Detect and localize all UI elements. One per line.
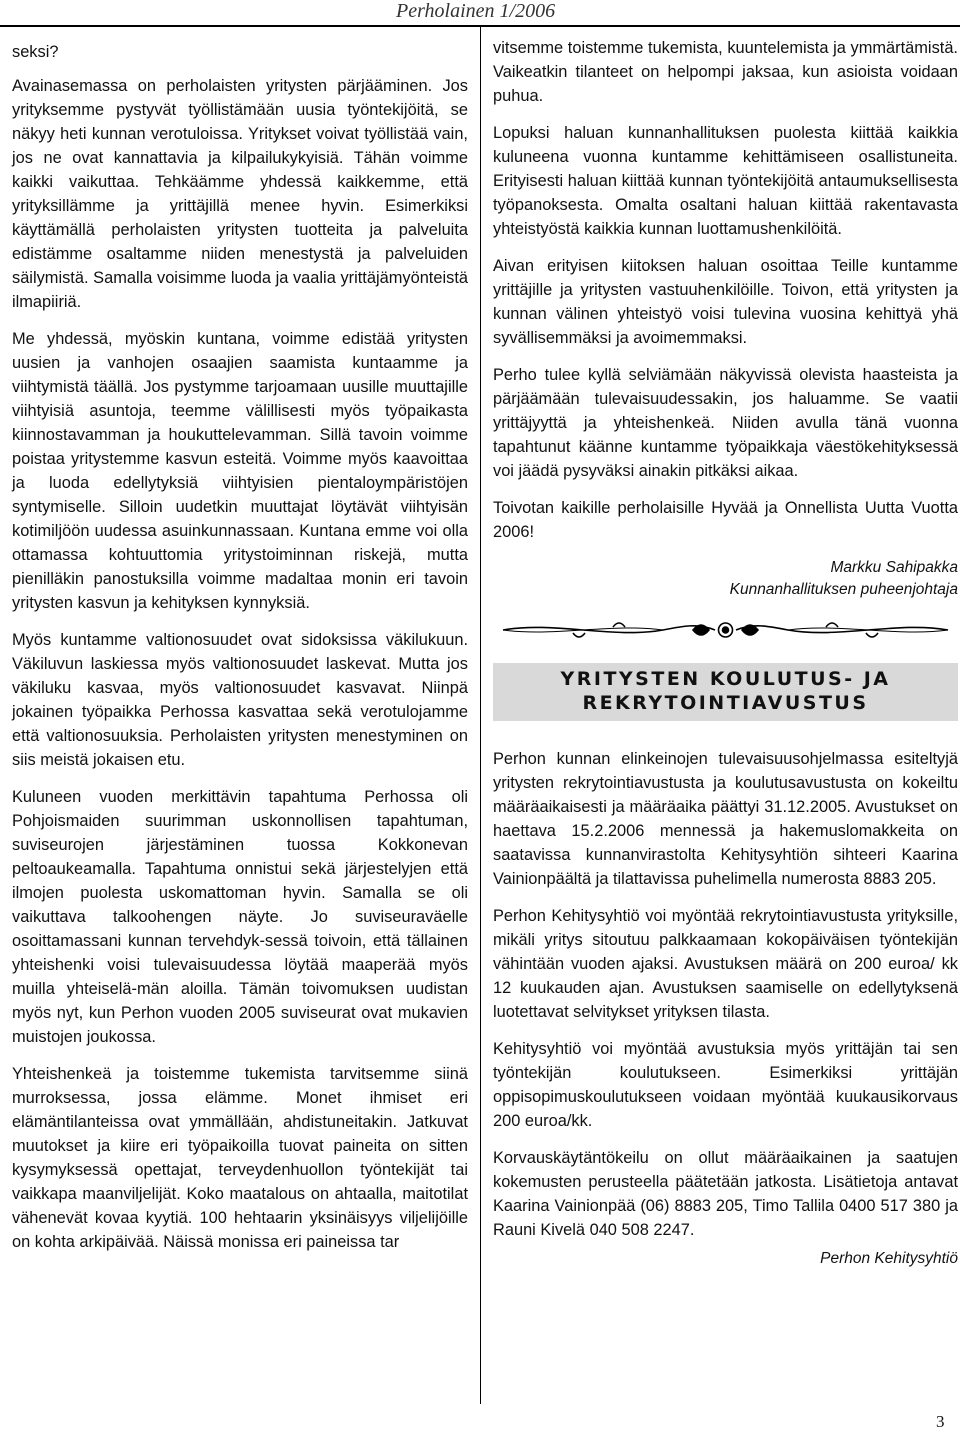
paragraph: Perhon Kehitysyhtiö voi myöntää rekrytointiavustusta yrityksille, mikäli yritys sitoutuu palkkaamaan kokopäiväisen työntekijän vähintään vuoden ajaksi. Avustuksen määrä on 200 euroa/ kk 12 kuukauden ajan. Avustuksen saamiselle on edellytyksenä luotettavat selvitykset yrityksen tilasta. bbox=[493, 907, 958, 1021]
page-number: 3 bbox=[936, 1412, 945, 1431]
paragraph: Korvauskäytäntökeilu on ollut määräaikainen ja saatujen kokemusten perusteella päätetään jatkosta. Lisätietoja antavat Kaarina Vainionpää (06) 8883 205, Timo Tallila 0400 517 380 ja Rauni Kivelä 040 508 2247. bbox=[493, 1149, 958, 1239]
signature-title: Kunnanhallituksen puheenjohtaja bbox=[729, 581, 958, 598]
paragraph: Me yhdessä, myöskin kuntana, voimme edistää yritysten uusien ja vanhojen osaajien saamista kuntaamme ja viihtymistä täällä. Jos pystymme tarjoamaan uusille muuttajille viihtyisiä asuntoja, teemme välillisesti myös työpaikasta kiinnostavamman ja houkuttelevamman. Sillä tavoin voimme poistaa yritystemme kasvun esteitä. Voimme myös kaavoittaa ja luoda edellytyksiä viihtyisien pientaloympäristöjen syntymiselle. Silloin uudetkin muuttajat löytävät viihtyisän kotimiljöön uudessa asuinkunnassaan. Kuntana emme voi olla ottamassa kohtuuttomia yritystoiminnan riskejä, mutta pienilläkin panostuksilla voimme madaltaa monin eri tavoin yritysten kasvun ja kehityksen kynnyksiä. bbox=[12, 330, 468, 612]
paragraph: Lopuksi haluan kunnanhallituksen puolesta kiittää kaikkia kuluneena vuonna kuntamme kehittämiseen osallistuneita. Erityisesti haluan kiittää kunnan työntekijöitä antaumuksellisesta työpanoksesta. Omalta osaltani haluan kiittää rakentavasta yhteistyöstä kaikkia kunnan luottamushenkilöitä. bbox=[493, 124, 958, 238]
publication-title: Perholainen 1/2006 bbox=[396, 0, 556, 22]
section-heading bbox=[493, 663, 958, 721]
signature-block bbox=[493, 557, 958, 601]
paragraph: seksi? bbox=[12, 43, 59, 61]
paragraph: Perho tulee kyllä selviämään näkyvissä olevista haasteista ja pärjäämään tulevaisuudessakin, jos haluamme. Se vaatii yrittäjyyttä ja yhteishenkeä. Niiden avulla tänä vuonna tapahtunut käänne kuntamme työpaikkaja väestökehityksessä voi jäädä pysyväksi ainakin pitkäksi aikaa. bbox=[493, 366, 958, 480]
paragraph: Myös kuntamme valtionosuudet ovat sidoksissa väkilukuun. Väkiluvun laskiessa myös valtionosuudet laskevat. Mutta jos väkiluku kasvaa, myös valtionosuudet kasvavat. Niinpä jokainen työpaikka Perhossa kasvattaa sekä verotulojamme että valtionosuuksia. Perholaisten yritysten menestyminen on siis meistä jokaisen etu. bbox=[12, 631, 468, 769]
article-signature: Perhon Kehitysyhtiö bbox=[820, 1250, 958, 1267]
paragraph: Aivan erityisen kiitoksen haluan osoittaa Teille kuntamme yrittäjille ja yritysten vastuuhenkilöille. Toivon, että yritysten ja kunnan välinen yhteistyö voisi tulevina vuosina kehittyä yhä syvällisemmäksi ja avoimemmaksi. bbox=[493, 257, 958, 347]
column-divider bbox=[480, 26, 481, 1404]
heading-line: REKRYTOINTIAVUSTUS bbox=[582, 692, 869, 714]
paragraph: Yhteishenkeä ja toistemme tukemista tarvitsemme siinä murroksessa, jossa elämme. Monet ihmiset eri elämäntilanteissa ovat ymmällään, ahdistuneitakin. Jatkuvat muutokset ja kiire eri työpaikoilla tuovat paineita on sitten kysymyksessä opettajat, terveydenhuollon työntekijät tai vaikkapa maanviljelijät. Koko maatalous on ahtaalla, maitotilat vähenevät kovaa kyytiä. 100 hehtaarin yksinäisyys viljelijöille on kohta arkipäivää. Näissä monissa eri paineissa tar bbox=[12, 1065, 468, 1251]
paragraph: Kuluneen vuoden merkittävin tapahtuma Perhossa oli Pohjoismaiden suurimman uskonnollisen tapahtuman, suviseurojen järjestäminen tuossa Kokkonevan peltoaukeamalla. Tapahtuma onnistui sekä järjestelyjen että ilmojen puolesta uskomattoman hyvin. Samalla se oli vaikuttava talkoohengen näyte. Jo suviseuraväelle osoittamassani kunnan tervehdyk-sessä toivoin, että tällainen yhteishenki voisi tulevaisuudessa löytää maaperää myös muilla yhteiselä-män aloilla. Tämän toivomuksen uudistan myös nyt, kun Perhon vuoden 2005 suviseurat ovat mukavien muistojen joukossa. bbox=[12, 788, 468, 1046]
left-column bbox=[12, 40, 468, 1267]
right-column bbox=[493, 36, 958, 1284]
paragraph: Perhon kunnan elinkeinojen tulevaisuusohjelmassa esiteltyjä yritysten rekrytointiavustusta ja koulutusavustusta on kokeiltu määräaikaisesti ja määräaika päättyi 31.12.2005. Avustukset on haettava 15.2.2006 mennessä ja hakemuslomakkeita on saatavissa kunnanvirastolta Kehitysyhtiön sihteeri Kaarina Vainionpäältä ja tilattavissa puhelimella numerosta 8883 205. bbox=[493, 750, 958, 888]
signature-name: Markku Sahipakka bbox=[830, 559, 958, 576]
ornament-divider-icon bbox=[493, 615, 958, 645]
heading-line: YRITYSTEN KOULUTUS- JA bbox=[560, 668, 891, 690]
page-header bbox=[0, 0, 960, 28]
paragraph: Avainasemassa on perholaisten yritysten pärjääminen. Jos yrityksemme pystyvät työllistämään uusia työntekijöitä, se näkyy heti kunnan verotuloissa. Yritykset voivat työllistää vain, jos ne ovat kannattavia ja kilpailukykyisiä. Tähän voimme kaikki vaikuttaa. Tehkäämme yhdessä kaikkemme, että yrityksillämme ja yrittäjillä menee hyvin. Esimerkiksi käyttämällä perholaisten yritysten tuotteita ja palveluita edistämme osaltamme niiden menestystä ja palveluiden säilymistä. Samalla voisimme luoda ja vaalia yrittäjämyönteistä ilmapiiriä. bbox=[12, 77, 468, 311]
paragraph: Toivotan kaikille perholaisille Hyvää ja Onnellista Uutta Vuotta 2006! bbox=[493, 499, 958, 541]
paragraph: Kehitysyhtiö voi myöntää avustuksia myös yrittäjän tai sen työntekijän koulutukseen. Esimerkiksi yrittäjän oppisopimuskoulutukseen voidaan myöntää kuukausikorvaus 200 euroa/kk. bbox=[493, 1040, 958, 1130]
paragraph: vitsemme toistemme tukemista, kuuntelemista ja ymmärtämistä. Vaikeatkin tilanteet on helpompi jaksaa, kun asioista voidaan puhua. bbox=[493, 39, 958, 105]
